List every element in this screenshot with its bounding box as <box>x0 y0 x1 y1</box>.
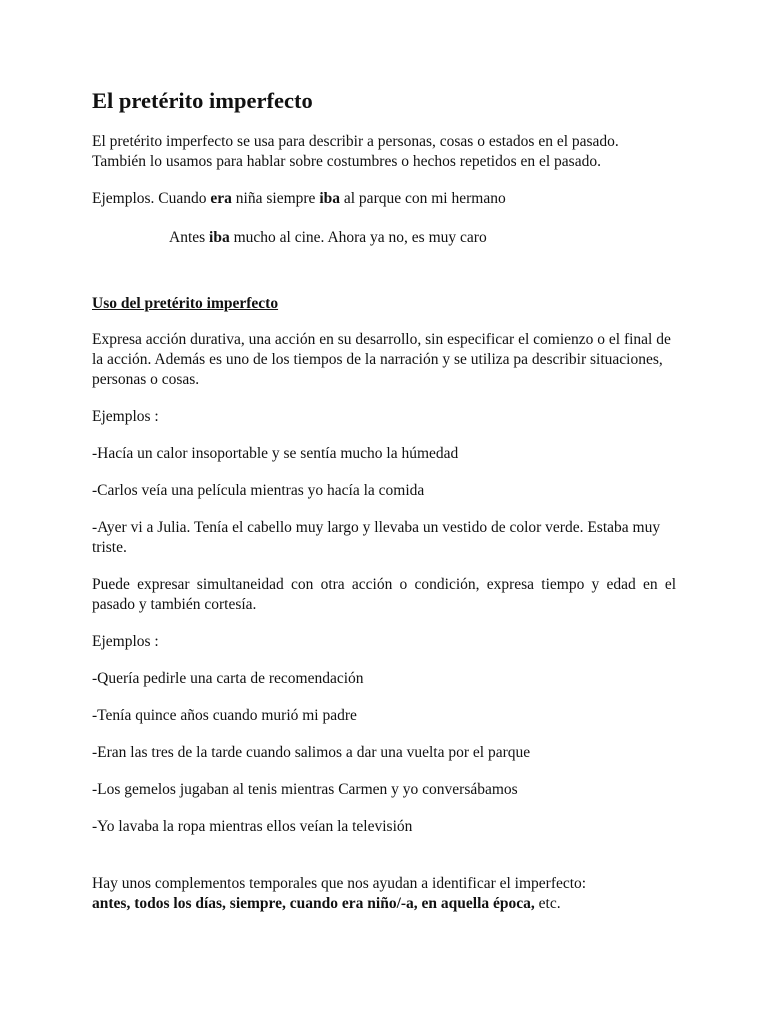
closing-bold-terms: antes, todos los días, siempre, cuando era niño/-a, en aquella época, <box>92 895 535 912</box>
document-title: El pretérito imperfecto <box>92 88 313 113</box>
example-1-bold-era: era <box>210 190 232 207</box>
intro-paragraph: El pretérito imperfecto se usa para describir a personas, cosas o estados en el pasado. También lo usamos para hablar sobre costumbres o hechos repetidos en el pasado. <box>92 133 619 170</box>
example-item: -Eran las tres de la tarde cuando salimos a dar una vuelta por el parque <box>92 744 531 761</box>
examples-label-1: Ejemplos : <box>92 408 159 425</box>
example-1-mid: niña siempre <box>231 190 320 207</box>
example-1-suffix: al parque con mi hermano <box>340 190 506 207</box>
example-sentence-2 <box>92 228 676 248</box>
example-item: -Carlos veía una película mientras yo hacía la comida <box>92 482 425 499</box>
example-item: -Yo lavaba la ropa mientras ellos veían la televisión <box>92 818 413 835</box>
example-2-bold-iba: iba <box>209 229 230 246</box>
examples-label-2: Ejemplos : <box>92 633 159 650</box>
closing-text: Hay unos complementos temporales que nos ayudan a identificar el imperfecto: <box>92 875 587 892</box>
example-1-bold-iba: iba <box>319 190 340 207</box>
example-item: -Ayer vi a Julia. Tenía el cabello muy largo y llevaba un vestido de color verde. Estaba muy triste. <box>92 519 661 556</box>
closing-paragraph <box>92 874 676 914</box>
example-2-suffix: mucho al cine. Ahora ya no, es muy caro <box>229 229 487 246</box>
example-item: -Hacía un calor insoportable y se sentía mucho la húmedad <box>92 445 459 462</box>
section-paragraph: Expresa acción durativa, una acción en su desarrollo, sin especificar el comienzo o el final de la acción. Además es uno de los tiempos de la narración y se utiliza pa describir situaciones, personas o cosas. <box>92 331 671 388</box>
document-page <box>92 86 676 914</box>
section-heading: Uso del pretérito imperfecto <box>92 295 279 312</box>
example-item: -Tenía quince años cuando murió mi padre <box>92 707 357 724</box>
example-sentence-1 <box>92 189 676 209</box>
example-item: -Quería pedirle una carta de recomendación <box>92 670 364 687</box>
example-item: -Los gemelos jugaban al tenis mientras Carmen y yo conversábamos <box>92 781 518 798</box>
closing-suffix: etc. <box>534 895 561 912</box>
simultaneity-paragraph: Puede expresar simultaneidad con otra acción o condición, expresa tiempo y edad en el pasado y también cortesía. <box>92 576 676 613</box>
example-2-prefix: Antes <box>169 229 210 246</box>
example-1-prefix: Ejemplos. Cuando <box>92 190 211 207</box>
